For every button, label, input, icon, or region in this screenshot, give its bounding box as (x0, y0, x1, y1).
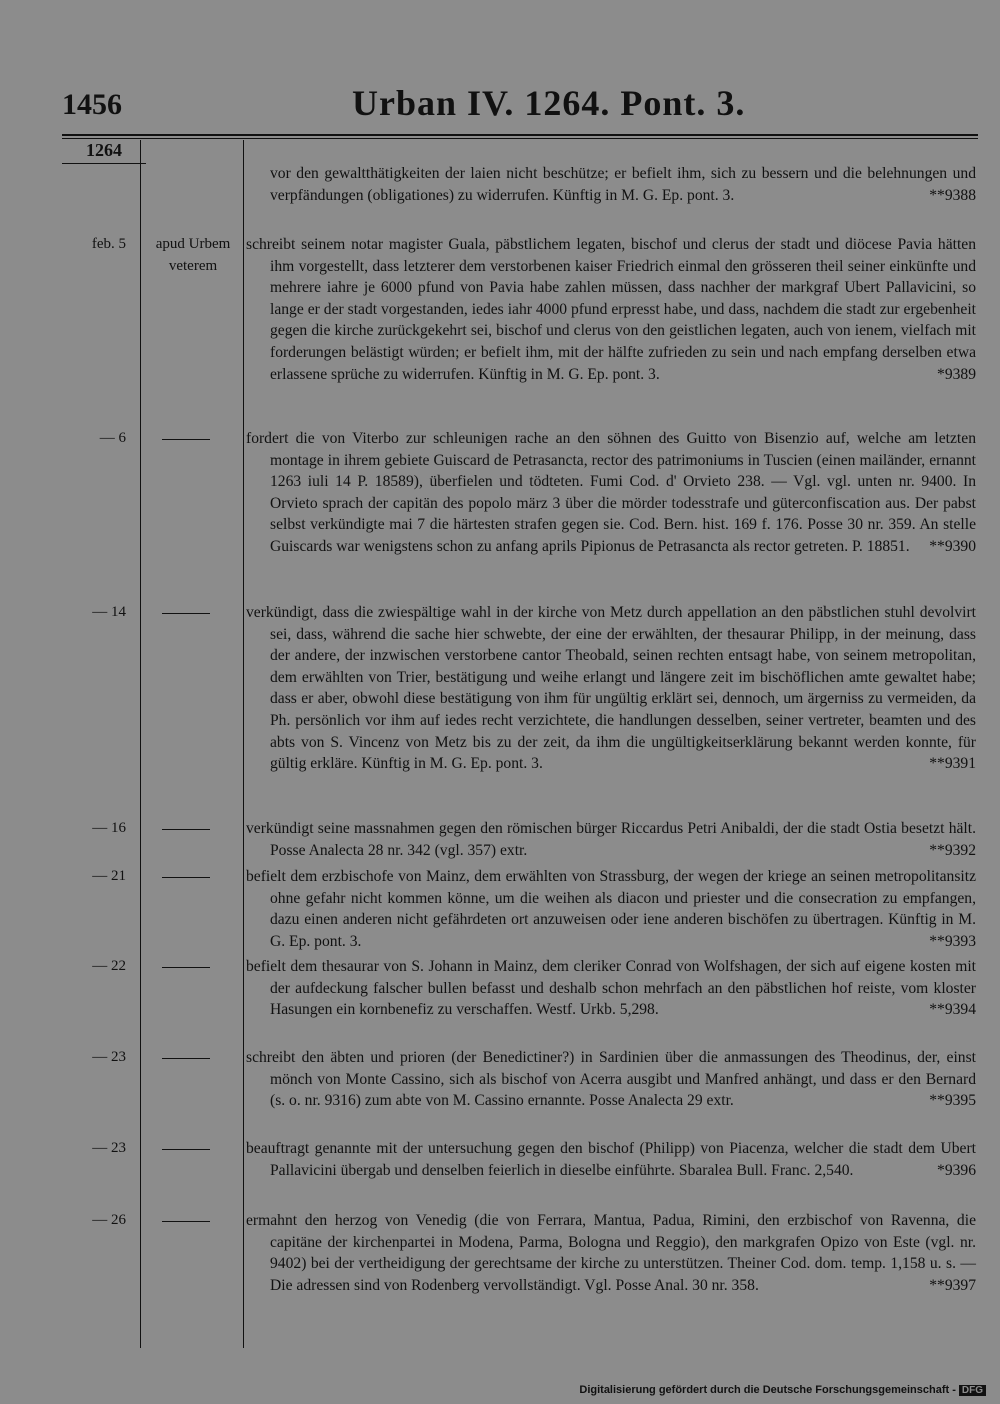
place-dash (162, 1221, 210, 1222)
entry-text: verkündigt seine massnahmen gegen den römischen bürger Riccardus Petri Anibaldi, der die stadt Ostia besetzt hält. Posse Analecta 28 nr. 342 (vgl. 357) extr. **9392 (246, 818, 976, 861)
entry-date: — 14 (92, 604, 126, 620)
entry-date: — 26 (92, 1212, 126, 1228)
header-rule-thin (62, 138, 978, 139)
footer-text: Digitalisierung gefördert durch die Deutsche Forschungsgemeinschaft - (579, 1384, 956, 1396)
entry-ref: **9390 (929, 537, 976, 555)
entry-date: — 22 (92, 958, 126, 974)
entry-text: befielt dem erzbischofe von Mainz, dem erwählten von Strassburg, der wegen der kriege an seinen metropolitansitz ohne gefahr nicht kommen könne, um die weihen als diacon und priester und die consecration zu empfangen, dazu einen anderen nicht gefährdeten ort anzuweisen oder iene anderen bischöfen zu übertragen. Künftig in M. G. Ep. pont. 3. **9393 (246, 866, 976, 952)
place-dash (162, 967, 210, 968)
entry-ref: **9395 (929, 1092, 976, 1110)
entry-text: vor den gewaltthätigkeiten der laien nicht beschütze; er befielt ihm, sich zu bessern und die belehnungen und verpfändungen (obligationes) zu widerrufen. Künftig in M. G. Ep. pont. 3. **9388 (246, 163, 976, 206)
entry-text: schreibt den äbten und prioren (der Benedictiner?) in Sardinien über die anmassungen des Theodinus, der, einst mönch von Monte Cassino, sich als bischof von Acerra ausgibt und Manfred anhängt, und dass er den Bernard (s. o. nr. 9316) zum abte von M. Cassino ernannte. Posse Analecta 29 extr. **9395 (246, 1047, 976, 1112)
column-divider-text (243, 140, 244, 1348)
entry-place: apud Urbem veterem (155, 236, 231, 274)
page-number: 1456 (62, 88, 122, 121)
entry-text: schreibt seinem notar magister Guala, päbstlichem legaten, bischof und clerus der stadt und diöcese Pavia hätten ihm vorgestellt, dass letzterer dem verstorbenen kaiser Friedrich einmal den grösseren theil seiner einkünfte und mehrere iahre je 6000 pfund von Pavia habe zahlen müssen, dass nachher der markgraf Ubert Pallavicini, so lange er der stadt vorgestanden, iedes iahr 4000 pfund erpresst habe, und dass, nachdem die stadt zur ergebenheit gegen die kirche zurückgekehrt sei, bischof und clerus von den geistlichen legaten, auch von ienem, vielfach mit forderungen belästigt würden; er befielt ihm, mit der hälfte zufrieden zu sein und nach empfang derselben etwa erlassene sprüche zu widerrufen. Künftig in M. G. Ep. pont. 3. *9389 (246, 234, 976, 385)
place-dash (162, 877, 210, 878)
entry-ref: *9389 (937, 365, 976, 383)
entry-ref: **9393 (929, 932, 976, 950)
place-dash (162, 1149, 210, 1150)
entry-date: — 23 (92, 1049, 126, 1065)
footer-credit (579, 1384, 986, 1396)
entry-text: verkündigt, dass die zwiespältige wahl in der kirche von Metz durch appellation an den päbstlichen stuhl devolvirt sei, dass, während die sache hier schwebte, der eine der erwählten, der thesaurar Philipp, in der meinung, dass der andere, der inzwischen verstorbene cantor Theobald, seinen rechten entsagt habe, von seinem metropolitan, dem erwählten von Trier, bestätigung und weihe erlangt und längere zeit im bischöflichen amte gewaltet habe; dass er aber, obwohl diese bestätigung von ihm für ungültig erklärt sei, dennoch, um ärgerniss zu vermeiden, da Ph. persönlich vor ihm auf iedes recht verzichtete, die handlungen desselben, seiner vertreter, beamten und des abts von S. Vincenz von Metz bis zu der zeit, da ihm die ungültigkeitserklärung bekannt werden konnte, für gültig erkläre. Künftig in M. G. Ep. pont. 3. **9391 (246, 602, 976, 775)
entry-text: befielt dem thesaurar von S. Johann in Mainz, dem cleriker Conrad von Wolfshagen, der sich auf eigene kosten mit der aufdeckung falscher bullen befasst und deshalb schon mehrfach an den päbstlichen hof reiste, vom kloster Hasungen ein kornbenefiz zu verschaffen. Westf. Urkb. 5,298. **9394 (246, 956, 976, 1021)
entry-text: ermahnt den herzog von Venedig (die von Ferrara, Mantua, Padua, Rimini, den erzbischof von Ravenna, die capitäne der kirchenpartei in Modena, Parma, Bologna und Reggio), den markgrafen Opizo von Este (vgl. nr. 9402) bei der vertheidigung der gerechtsame der kirche zu unterstützen. Theiner Cod. dom. temp. 1,158 u. s. — Die adressen sind von Rodenberg vervollständigt. Vgl. Posse Anal. 30 nr. 358. **9397 (246, 1210, 976, 1296)
dfg-logo: DFG (959, 1385, 986, 1396)
entry-text: beauftragt genannte mit der untersuchung gegen den bischof (Philipp) von Piacenza, welcher die stadt dem Ubert Pallavicini übergab und denselben feierlich in dieselbe einführte. Sbaralea Bull. Franc. 2,540. *9396 (246, 1138, 976, 1181)
place-dash (162, 1058, 210, 1059)
entry-ref: **9392 (929, 841, 976, 859)
entry-text: fordert die von Viterbo zur schleunigen rache an den söhnen des Guitto von Bisenzio auf, welche am letzten montage in ihrem gebiete Guiscard de Petrasancta, rector des patrimoniums in Tuscien (einen mailänder, ernannt 1263 iuli 14 P. 18589), überfielen und tödteten. Fumi Cod. d' Orvieto 238. — Vgl. vgl. unten nr. 9400. In Orvieto sprach der capitän des popolo märz 3 über die mörder todesstrafe und güterconfiscation aus. Der pabst selbst verkündigte mai 7 die härtesten strafen gegen sie. Cod. Bern. hist. 169 f. 176. Posse 30 nr. 359. An stelle Guiscards war wenigstens schon zu anfang aprils Pipionus de Petrasancta als rector getreten. P. 18851. **9390 (246, 428, 976, 558)
header-rule (62, 134, 978, 136)
place-dash (162, 613, 210, 614)
entry-ref: **9394 (929, 1001, 976, 1019)
entry-ref: *9396 (937, 1161, 976, 1179)
entry-date: feb. 5 (91, 236, 126, 252)
place-dash (162, 439, 210, 440)
running-head: Urban IV. 1264. Pont. 3. (352, 83, 746, 123)
entry-date: — 16 (92, 820, 126, 836)
entry-date: — 6 (99, 430, 126, 446)
entry-date: — 21 (92, 868, 126, 884)
entry-ref: **9391 (929, 755, 976, 773)
entry-date: — 23 (92, 1140, 126, 1156)
column-divider-date (140, 140, 141, 1348)
entry-ref: **9397 (929, 1276, 976, 1294)
entry-ref: **9388 (929, 186, 976, 204)
year-label: 1264 (86, 140, 122, 160)
place-dash (162, 829, 210, 830)
year-rule (62, 163, 146, 164)
